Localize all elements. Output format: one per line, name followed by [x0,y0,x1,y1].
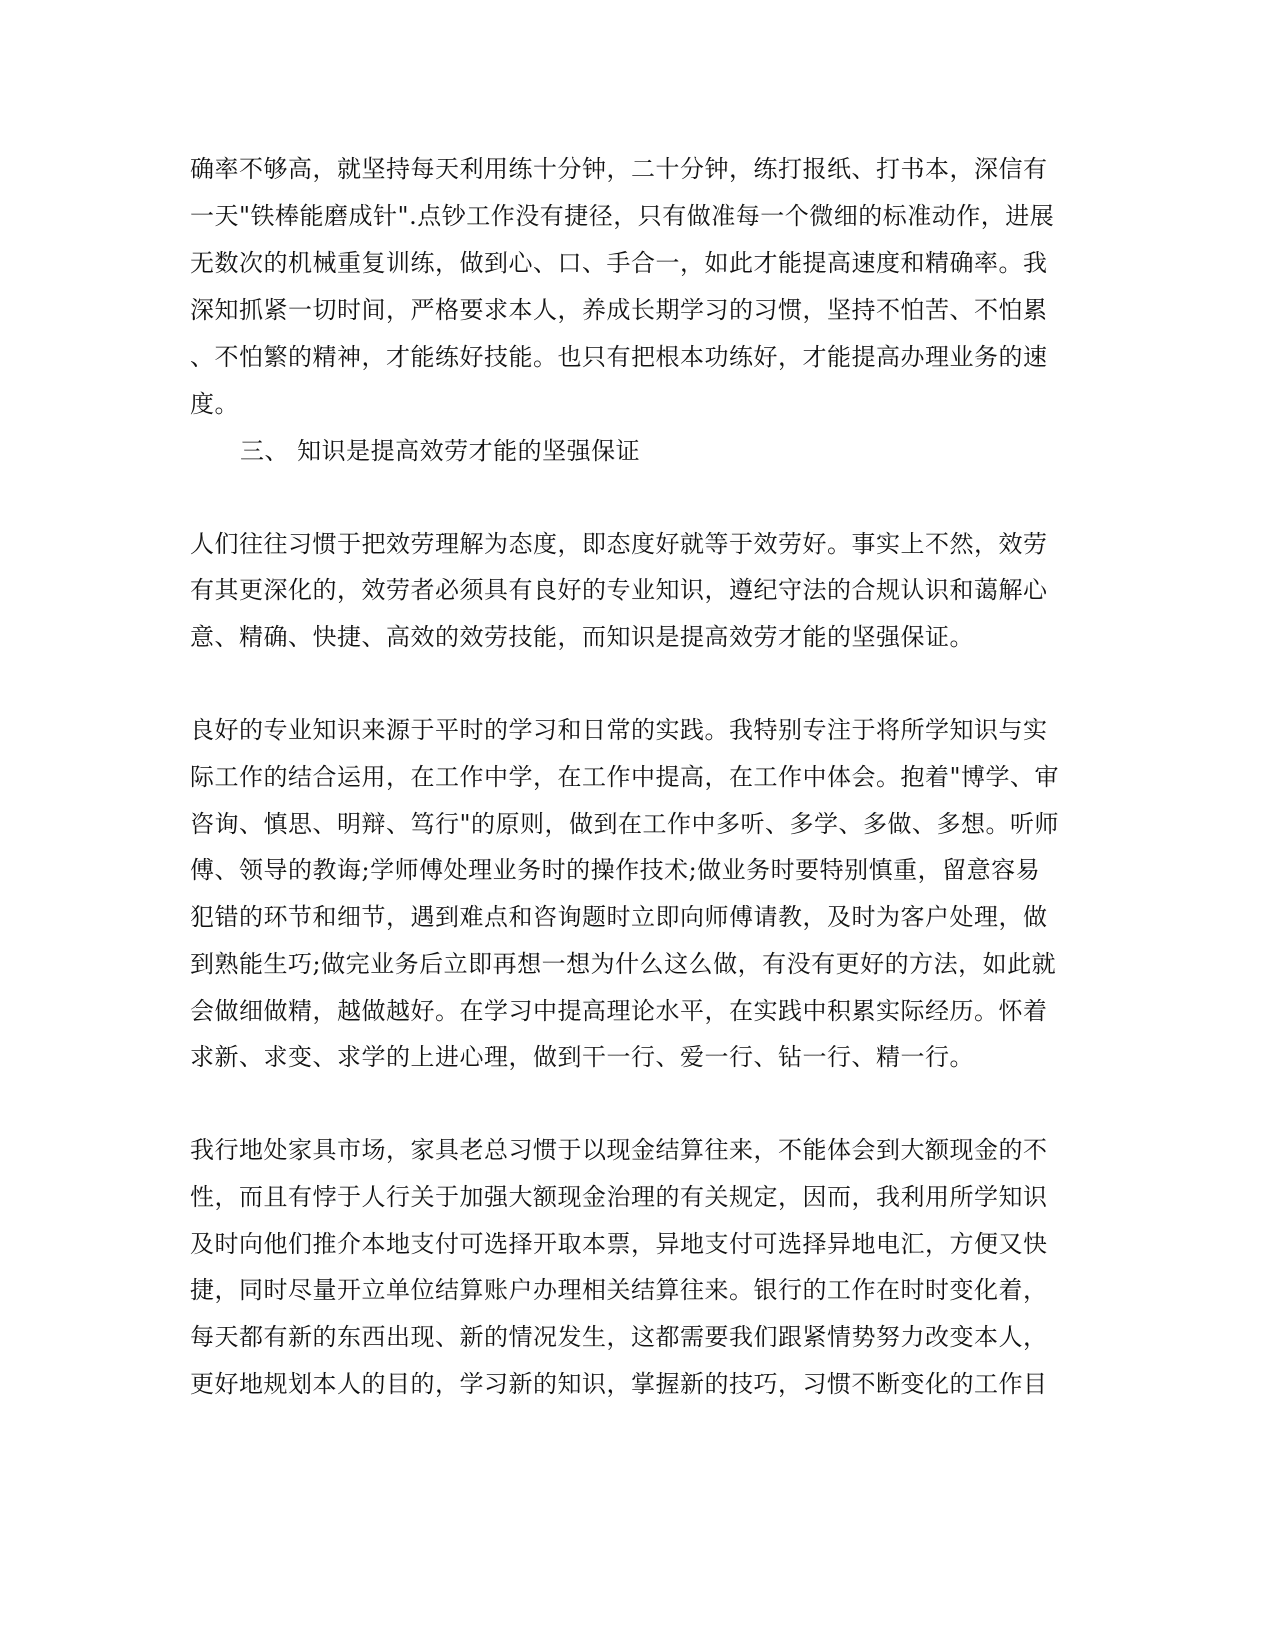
text-line: 及时向他们推介本地支付可选择开取本票，异地支付可选择异地电汇，方便又快 [190,1230,1048,1258]
text-line: 度。 [190,390,239,418]
text-line: 际工作的结合运用，在工作中学，在工作中提高，在工作中体会。抱着"博学、审 [190,763,1060,791]
text-line: 到熟能生巧;做完业务后立即再想一想为什么这么做，有没有更好的方法，如此就 [190,950,1057,978]
text-line: 咨询、慎思、明辩、笃行"的原则，做到在工作中多听、多学、多做、多想。听师 [190,810,1060,838]
text-line: 无数次的机械重复训练，做到心、口、手合一，如此才能提高速度和精确率。我 [190,249,1048,277]
text-line: 每天都有新的东西出现、新的情况发生，这都需要我们跟紧情势努力改变本人， [190,1323,1048,1351]
text-line: 犯错的环节和细节，遇到难点和咨询题时立即向师傅请教，及时为客户处理，做 [190,903,1048,931]
text-line: 捷，同时尽量开立单位结算账户办理相关结算往来。银行的工作在时时变化着， [190,1276,1048,1304]
text-line: 深知抓紧一切时间，严格要求本人，养成长期学习的习惯，坚持不怕苦、不怕累 [190,296,1048,324]
text-line: 、不怕繁的精神，才能练好技能。也只有把根本功练好，才能提高办理业务的速 [190,343,1048,371]
text-line: 会做细做精，越做越好。在学习中提高理论水平，在实践中积累实际经历。怀着 [190,997,1048,1025]
text-line: 有其更深化的，效劳者必须具有良好的专业知识，遵纪守法的合规认识和蔼解心 [190,576,1048,604]
section-heading: 三、 知识是提高效劳才能的坚强保证 [240,437,641,465]
text-line: 更好地规划本人的目的，学习新的知识，掌握新的技巧，习惯不断变化的工作目 [190,1370,1048,1398]
text-line: 求新、求变、求学的上进心理，做到干一行、爱一行、钻一行、精一行。 [190,1043,974,1071]
text-line: 一天"铁棒能磨成针".点钞工作没有捷径，只有做准每一个微细的标准动作，进展 [190,202,1055,230]
text-line: 傅、领导的教诲;学师傅处理业务时的操作技术;做业务时要特别慎重，留意容易 [190,856,1041,884]
text-line: 性，而且有悖于人行关于加强大额现金治理的有关规定，因而，我利用所学知识 [190,1183,1048,1211]
text-line: 良好的专业知识来源于平时的学习和日常的实践。我特别专注于将所学知识与实 [190,716,1048,744]
text-line: 我行地处家具市场，家具老总习惯于以现金结算往来，不能体会到大额现金的不 [190,1136,1048,1164]
text-line: 意、精确、快捷、高效的效劳技能，而知识是提高效劳才能的坚强保证。 [190,623,974,651]
text-line: 人们往往习惯于把效劳理解为态度，即态度好就等于效劳好。事实上不然，效劳 [190,530,1048,558]
text-line: 确率不够高，就坚持每天利用练十分钟，二十分钟，练打报纸、打书本，深信有 [190,155,1048,183]
